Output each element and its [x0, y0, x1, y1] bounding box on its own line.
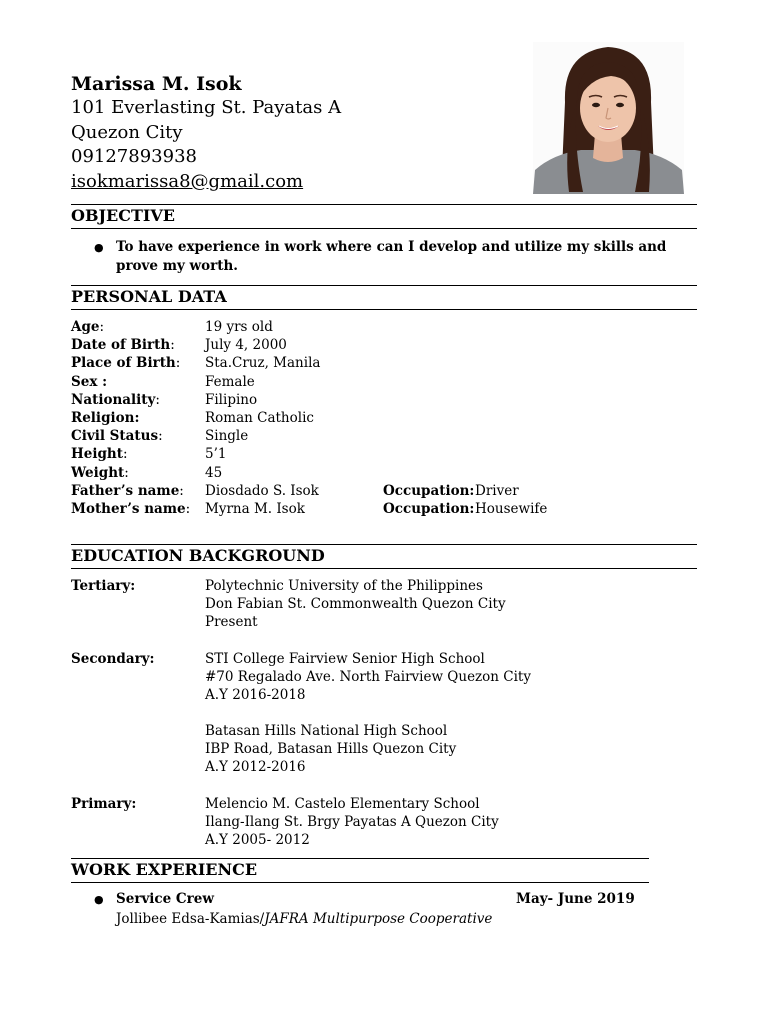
- work-heading: WORK EXPERIENCE: [71, 860, 258, 879]
- secondary-school-2: Batasan Hills National High School IBP Road, Batasan Hills Quezon City A.Y 2012-2016: [205, 723, 457, 776]
- bullet-icon: ●: [94, 241, 104, 254]
- profile-photo: [533, 42, 684, 194]
- personal-data-list: [71, 318, 671, 518]
- phone-number: 09127893938: [71, 146, 197, 167]
- tertiary-label: Tertiary:: [71, 578, 136, 594]
- personal-row: Age: 19 yrs old: [71, 319, 273, 335]
- personal-row: Religion: Roman Catholic: [71, 409, 314, 426]
- personal-row: Mother’s name: Myrna M. Isok Occupation: Housewife: [71, 500, 548, 517]
- tertiary-details: Polytechnic University of the Philippines Don Fabian St. Commonwealth Quezon City Present: [205, 578, 506, 631]
- job-place: Jollibee Edsa-Kamias/JAFRA Multipurpose Cooperative: [116, 911, 493, 927]
- secondary-label: Secondary:: [71, 651, 155, 667]
- secondary-school-1: STI College Fairview Senior High School #70 Regalado Ave. North Fairview Quezon City A.Y 2016-2018: [205, 651, 531, 704]
- personal-row: Place of Birth: Sta.Cruz, Manila: [71, 355, 321, 372]
- email-link[interactable]: isokmarissa8@gmail.com: [71, 170, 304, 192]
- primary-label: Primary:: [71, 796, 137, 812]
- work-heading-bar: [71, 858, 649, 883]
- personal-row: Civil Status: Single: [71, 428, 249, 445]
- objective-heading: OBJECTIVE: [71, 206, 175, 225]
- personal-row: Nationality: Filipino: [71, 391, 258, 408]
- applicant-name: Marissa M. Isok: [71, 73, 242, 95]
- address-line-1: 101 Everlasting St. Payatas A: [71, 97, 342, 118]
- primary-details: Melencio M. Castelo Elementary School Ilang-Ilang St. Brgy Payatas A Quezon City A.Y 2005- 2012: [205, 796, 499, 849]
- personal-row: Height: 5’1: [71, 446, 227, 463]
- education-heading-bar: [71, 544, 697, 569]
- bullet-icon: ●: [94, 893, 104, 906]
- job-dates: May- June 2019: [516, 891, 635, 907]
- objective-heading-bar: [71, 204, 697, 229]
- education-heading: EDUCATION BACKGROUND: [71, 546, 325, 565]
- personal-row: Weight: 45: [71, 464, 223, 481]
- personal-heading-bar: [71, 285, 697, 310]
- personal-heading: PERSONAL DATA: [71, 287, 227, 306]
- job-title: Service Crew: [116, 891, 215, 907]
- address-line-2: Quezon City: [71, 121, 183, 143]
- personal-row: Father’s name: Diosdado S. Isok Occupation: Driver: [71, 482, 519, 499]
- contact-header: [71, 72, 511, 194]
- personal-row: Date of Birth: July 4, 2000: [71, 337, 287, 354]
- personal-row: Sex : Female: [71, 373, 255, 390]
- objective-text: To have experience in work where can I develop and utilize my skills and prove my worth.: [116, 239, 667, 274]
